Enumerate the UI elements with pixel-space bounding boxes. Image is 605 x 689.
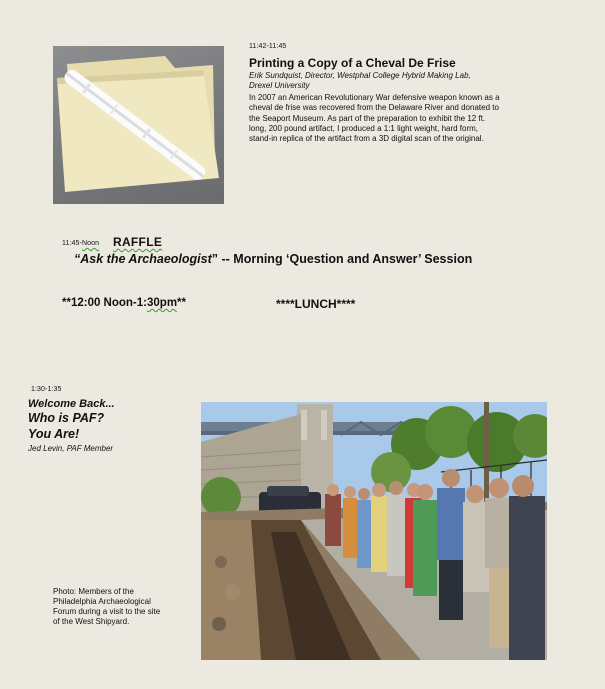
heading-line: You Are! — [28, 427, 80, 441]
cheval-de-frise-replica-photo — [53, 46, 224, 204]
raffle-time — [62, 240, 99, 247]
qa-session-heading — [74, 252, 472, 266]
speaker-affiliation — [249, 71, 569, 91]
raffle-time-start: 11:45- — [62, 240, 82, 247]
lunch-time-stars: ** — [177, 297, 186, 309]
lunch-time — [62, 297, 186, 309]
qa-italic-title: Ask the Archaeologist — [80, 252, 212, 266]
description-line: In 2007 an American Revolutionary War defensive weapon known as a — [249, 93, 500, 102]
speaker-line: Erik Sundquist, Director, Westphal College Hybrid Making Lab, — [249, 71, 471, 80]
caption-line: of the West Shipyard. — [53, 617, 130, 626]
qa-rest: ” -- Morning ‘Question and Answer’ Session — [211, 252, 473, 266]
photo-caption — [53, 587, 193, 627]
session2-time: 1:30-1:35 — [31, 386, 62, 393]
lunch-heading: ****LUNCH**** — [276, 297, 356, 311]
session-title: Printing a Copy of a Cheval De Frise — [249, 56, 456, 70]
raffle-time-noon: Noon — [81, 240, 100, 247]
caption-line: Photo: Members of the — [53, 587, 134, 596]
caption-line: Philadelphia Archaeological — [53, 597, 151, 606]
welcome-back-heading: Welcome Back... — [28, 398, 115, 410]
description-line: cheval de frise was recovered from the Delaware River and donated to — [249, 103, 499, 113]
lunch-time-start: **12:00 Noon-1: — [62, 297, 147, 309]
description-line: stand-in replica of the artifact from a 3D digital scan of the original. — [249, 134, 484, 144]
excavation-site-photo — [201, 402, 547, 660]
description-line: long, 200 pound artifact, I produced a 1:1 light weight, hard form, — [249, 123, 479, 133]
raffle-heading: RAFFLE — [113, 235, 163, 249]
speaker-line: Drexel University — [249, 81, 310, 90]
session-description — [249, 93, 564, 144]
session-time: 11:42-11:45 — [249, 43, 287, 50]
qa-open-quote: “ — [74, 252, 81, 266]
heading-line: Who is PAF? — [28, 411, 105, 425]
who-is-paf-heading — [28, 410, 104, 442]
caption-line: Forum during a visit to the site — [53, 607, 161, 616]
session2-speaker: Jed Levin, PAF Member — [28, 444, 114, 453]
description-line: the Seaport Museum. As part of the preparation to exhibit the 12 ft. — [249, 113, 486, 123]
lunch-time-end: 30pm — [147, 297, 178, 309]
